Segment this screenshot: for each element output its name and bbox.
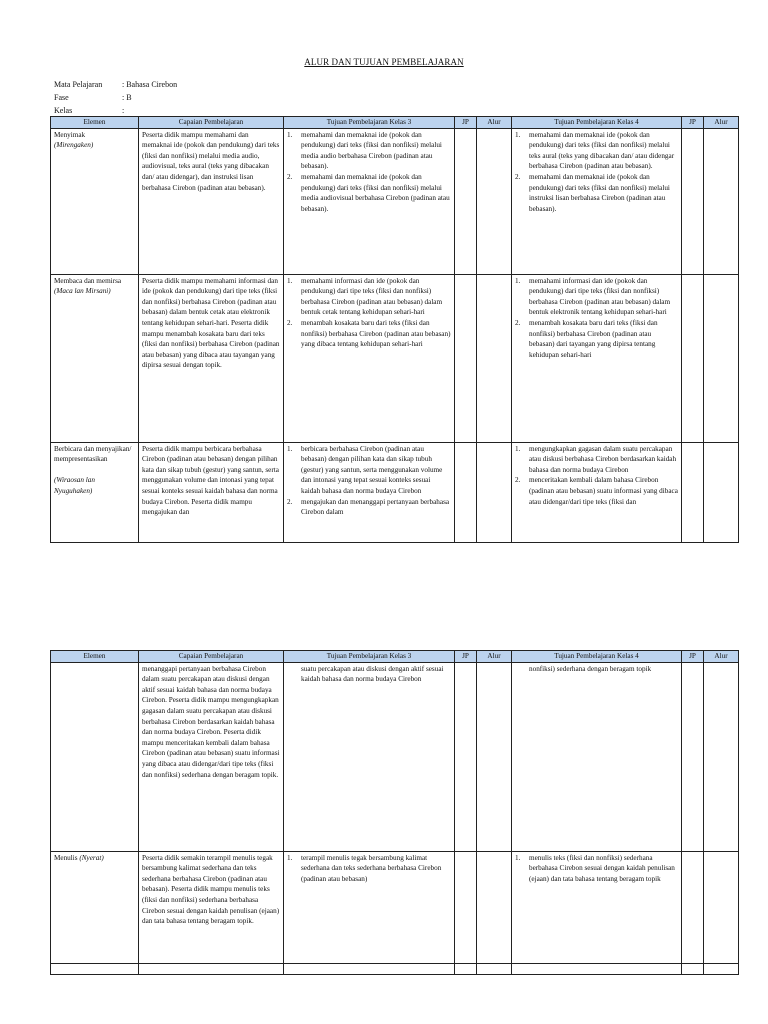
alur-cell bbox=[704, 662, 739, 851]
tp3-cell bbox=[284, 274, 455, 442]
capaian-cell: menanggapi pertanyaan berbahasa Cirebon dalam suatu percakapan atau diskusi dengan aktif sesuai kaidah bahasa dan norma budaya Cirebon. Peserta didik mampu mengungkapkan gagasan dalam suatu percakapan atau diskusi berbahasa Cirebon berdasarkan kaidah bahasa dan norma budaya Cirebon. Peserta didik mampu menceritakan kembali dalam bahasa Cirebon (padinan atau bebasan) suatu informasi yang dibaca atau didengar/dari tipe teks (fiksi dan nonfiksi) sederhana dengan beragam topik. bbox=[139, 662, 284, 851]
jp-cell bbox=[682, 442, 704, 542]
jp-cell bbox=[455, 442, 477, 542]
elemen-cell bbox=[51, 662, 139, 851]
elemen-local-name: (Maca lan Mirsani) bbox=[54, 287, 111, 296]
table-row bbox=[51, 128, 739, 274]
list-item: 2. mengajukan dan menanggapi pertanyaan berbahasa Cirebon dalam bbox=[287, 497, 450, 517]
elemen-cell bbox=[51, 274, 139, 442]
tp3-cell bbox=[284, 128, 455, 274]
meta-label: Mata Pelajaran bbox=[54, 80, 103, 89]
alur-cell bbox=[477, 851, 512, 963]
header-alur: Alur bbox=[477, 117, 512, 129]
elemen-name: Berbicara dan menyajikan/ mempresentasikan bbox=[54, 444, 132, 464]
header-capaian: Capaian Pembelajaran bbox=[139, 117, 284, 129]
list-item: 1. memahami dan memaknai ide (pokok dan pendukung) dari teks (fiksi dan nonfiksi) melalui media audio berbahasa Cirebon (padinan atau bebasan). bbox=[287, 130, 442, 171]
elemen-name: Menulis bbox=[54, 853, 78, 862]
tp4-cell bbox=[512, 851, 682, 963]
alur-cell bbox=[477, 662, 512, 851]
jp-cell bbox=[682, 851, 704, 963]
list-item: 2. memahami dan memaknai ide (pokok dan pendukung) dari teks (fiksi dan nonfiksi) melalui media audiovisual berbahasa Cirebon (padinan atau bebasan). bbox=[287, 172, 450, 213]
header-tp-kelas-3: Tujuan Pembelajaran Kelas 3 bbox=[284, 651, 455, 663]
table-row bbox=[51, 662, 739, 851]
empty-cell bbox=[139, 963, 284, 974]
alur-cell bbox=[477, 128, 512, 274]
tp3-cell bbox=[284, 442, 455, 542]
jp-cell bbox=[682, 128, 704, 274]
list-item: 1. terampil menulis tegak bersambung kalimat sederhana dan teks sederhana berbahasa Cirebon (padinan atau bebasan) bbox=[287, 853, 442, 883]
header-tp-kelas-4: Tujuan Pembelajaran Kelas 4 bbox=[512, 117, 682, 129]
alur-cell bbox=[704, 851, 739, 963]
tp4-cell bbox=[512, 442, 682, 542]
meta-row-phase bbox=[54, 91, 177, 104]
table-row bbox=[51, 851, 739, 963]
list-item: 2. menambah kosakata baru dari teks (fiksi dan nonfiksi) berbahasa Cirebon (padinan atau bebasan) yang dibaca tentang kehidupan sehari-hari bbox=[287, 318, 451, 349]
meta-row-subject bbox=[54, 78, 177, 91]
alur-cell bbox=[477, 442, 512, 542]
jp-cell bbox=[455, 274, 477, 442]
list-item: 1. memahami informasi dan ide (pokok dan pendukung) dari tipe teks (fiksi dan nonfiksi) berbahasa Cirebon (padinan atau bebasan) dalam bentuk cetak tentang kehidupan sehari-hari bbox=[287, 276, 443, 317]
capaian-cell: Peserta didik mampu memahami dan memaknai ide (pokok dan pendukung) dari teks (fiksi dan nonfiksi) melalui media audio, audiovisual, teks aural (teks yang dibacakan dan/ atau didengar), dan instruksi lisan berbahasa Cirebon (padinan atau bebasan). bbox=[139, 128, 284, 274]
alur-cell bbox=[704, 274, 739, 442]
header-elemen: Elemen bbox=[51, 651, 139, 663]
meta-value: : B bbox=[122, 93, 132, 102]
elemen-name: Membaca dan memirsa bbox=[54, 276, 122, 285]
meta-value: : Bahasa Cirebon bbox=[122, 80, 178, 89]
elemen-cell bbox=[51, 442, 139, 542]
header-jp: JP bbox=[455, 117, 477, 129]
capaian-cell: Peserta didik mampu memahami informasi dan ide (pokok dan pendukung) dari tipe teks (fiksi dan nonfiksi) berbahasa Cirebon (padinan atau bebasan) dalam bentuk cetak atau elektronik tentang kehidupan sehari-hari. Peserta didik mampu menambah kosakata baru dari teks (fiksi dan nonfiksi) berbahasa Cirebon (padinan atau bebasan) yang dibaca atau tayangan yang dipirsa sesuai dengan topik. bbox=[139, 274, 284, 442]
document-meta bbox=[54, 78, 177, 117]
tp4-cell bbox=[512, 274, 682, 442]
list-item: 2. menambah kosakata baru dari teks (fiksi dan nonfiksi) berbahasa Cirebon (padinan atau bebasan) dari tayangan yang dipirsa tentang kehidupan sehari-hari bbox=[515, 318, 658, 359]
header-capaian: Capaian Pembelajaran bbox=[139, 651, 284, 663]
header-jp: JP bbox=[455, 651, 477, 663]
tp4-cell bbox=[512, 128, 682, 274]
atp-table-page-2 bbox=[50, 650, 739, 975]
header-tp-kelas-3: Tujuan Pembelajaran Kelas 3 bbox=[284, 117, 455, 129]
empty-cell bbox=[704, 963, 739, 974]
meta-value: : bbox=[122, 106, 125, 115]
tp4-cell: nonfiksi) sederhana dengan beragam topik bbox=[512, 662, 682, 851]
alur-cell bbox=[477, 274, 512, 442]
jp-cell bbox=[455, 851, 477, 963]
jp-cell bbox=[682, 662, 704, 851]
empty-cell bbox=[512, 963, 682, 974]
table-row bbox=[51, 274, 739, 442]
list-item: 1. mengungkapkan gagasan dalam suatu percakapan atau diskusi berbahasa Cirebon berdasarkan kaidah bahasa dan norma budaya Cirebon bbox=[515, 444, 677, 474]
table-header-row bbox=[51, 117, 739, 129]
capaian-cell: Peserta didik mampu berbicara berbahasa Cirebon (padinan atau bebasan) dengan pilihan kata dan sikap tubuh (gestur) yang santun, serta menggunakan volume dan intonasi yang tepat sesuai konteks sesuai kaidah bahasa dan norma budaya Cirebon. Peserta didik mampu mengajukan dan bbox=[139, 442, 284, 542]
elemen-name: Menyimak bbox=[54, 130, 86, 139]
list-item: 1. menulis teks (fiksi dan nonfiksi) sederhana berbahasa Cirebon sesuai dengan kaidah penulisan (ejaan) dan tata bahasa tentang beragam topik bbox=[515, 853, 675, 883]
tp3-cell: suatu percakapan atau diskusi dengan aktif sesuai kaidah bahasa dan norma budaya Cirebon bbox=[284, 662, 455, 851]
elemen-cell bbox=[51, 128, 139, 274]
header-alur: Alur bbox=[704, 117, 739, 129]
elemen-cell bbox=[51, 851, 139, 963]
meta-label: Fase bbox=[54, 93, 69, 102]
table-header-row bbox=[51, 651, 739, 663]
elemen-local-name: (Wiraosan lan Nyuguhaken) bbox=[54, 476, 95, 495]
empty-cell bbox=[284, 963, 455, 974]
header-elemen: Elemen bbox=[51, 117, 139, 129]
document-title: ALUR DAN TUJUAN PEMBELAJARAN bbox=[304, 57, 464, 67]
alur-cell bbox=[704, 442, 739, 542]
elemen-local-name: (Mirengaken) bbox=[54, 141, 94, 150]
tp3-cell bbox=[284, 851, 455, 963]
elemen-local-name: (Nyerat) bbox=[79, 853, 104, 862]
empty-cell bbox=[682, 963, 704, 974]
list-item: 1. berbicara berbahasa Cirebon (padinan atau bebasan) dengan pilihan kata dan sikap tubuh (gestur) yang santun, serta menggunakan volume dan intonasi yang tepat sesuai konteks sesuai kaidah bahasa dan norma budaya Cirebon bbox=[287, 444, 443, 495]
header-alur: Alur bbox=[477, 651, 512, 663]
list-item: 1. memahami dan memaknai ide (pokok dan pendukung) dari teks (fiksi dan nonfiksi) melalui teks aural (teks yang dibacakan dan/ atau didengar berbahasa Cirebon (padinan atau bebasan). bbox=[515, 130, 675, 171]
list-item: 1. memahami informasi dan ide (pokok dan pendukung) dari tipe teks (fiksi dan nonfiksi) berbahasa Cirebon (padinan atau bebasan) dalam bentuk elektronik tentang kehidupan sehari-hari bbox=[515, 276, 671, 317]
empty-cell bbox=[477, 963, 512, 974]
empty-cell bbox=[51, 963, 139, 974]
header-jp: JP bbox=[682, 651, 704, 663]
jp-cell bbox=[455, 662, 477, 851]
list-item: 2. menceritakan kembali dalam bahasa Cirebon (padinan atau bebasan) suatu informasi yang dibaca atau didengar/dari tipe teks (fiksi dan bbox=[515, 476, 678, 506]
header-jp: JP bbox=[682, 117, 704, 129]
capaian-cell: Peserta didik semakin terampil menulis tegak bersambung kalimat sederhana dan teks sederhana berbahasa Cirebon (padinan atau bebasan). Peserta didik mampu menulis teks (fiksi dan nonfiksi) sederhana berbahasa Cirebon sesuai dengan kaidah penulisan (ejaan) dan tata bahasa tentang beragam topik. bbox=[139, 851, 284, 963]
table-row bbox=[51, 442, 739, 542]
empty-cell bbox=[455, 963, 477, 974]
jp-cell bbox=[455, 128, 477, 274]
alur-cell bbox=[704, 128, 739, 274]
meta-label: Kelas bbox=[54, 106, 73, 115]
atp-table-page-1 bbox=[50, 116, 739, 543]
table-row bbox=[51, 963, 739, 974]
header-alur: Alur bbox=[704, 651, 739, 663]
jp-cell bbox=[682, 274, 704, 442]
list-item: 2. memahami dan memaknai ide (pokok dan pendukung) dari teks (fiksi dan nonfiksi) melalui instruksi lisan berbahasa Cirebon (padinan atau bebasan). bbox=[515, 172, 670, 213]
header-tp-kelas-4: Tujuan Pembelajaran Kelas 4 bbox=[512, 651, 682, 663]
